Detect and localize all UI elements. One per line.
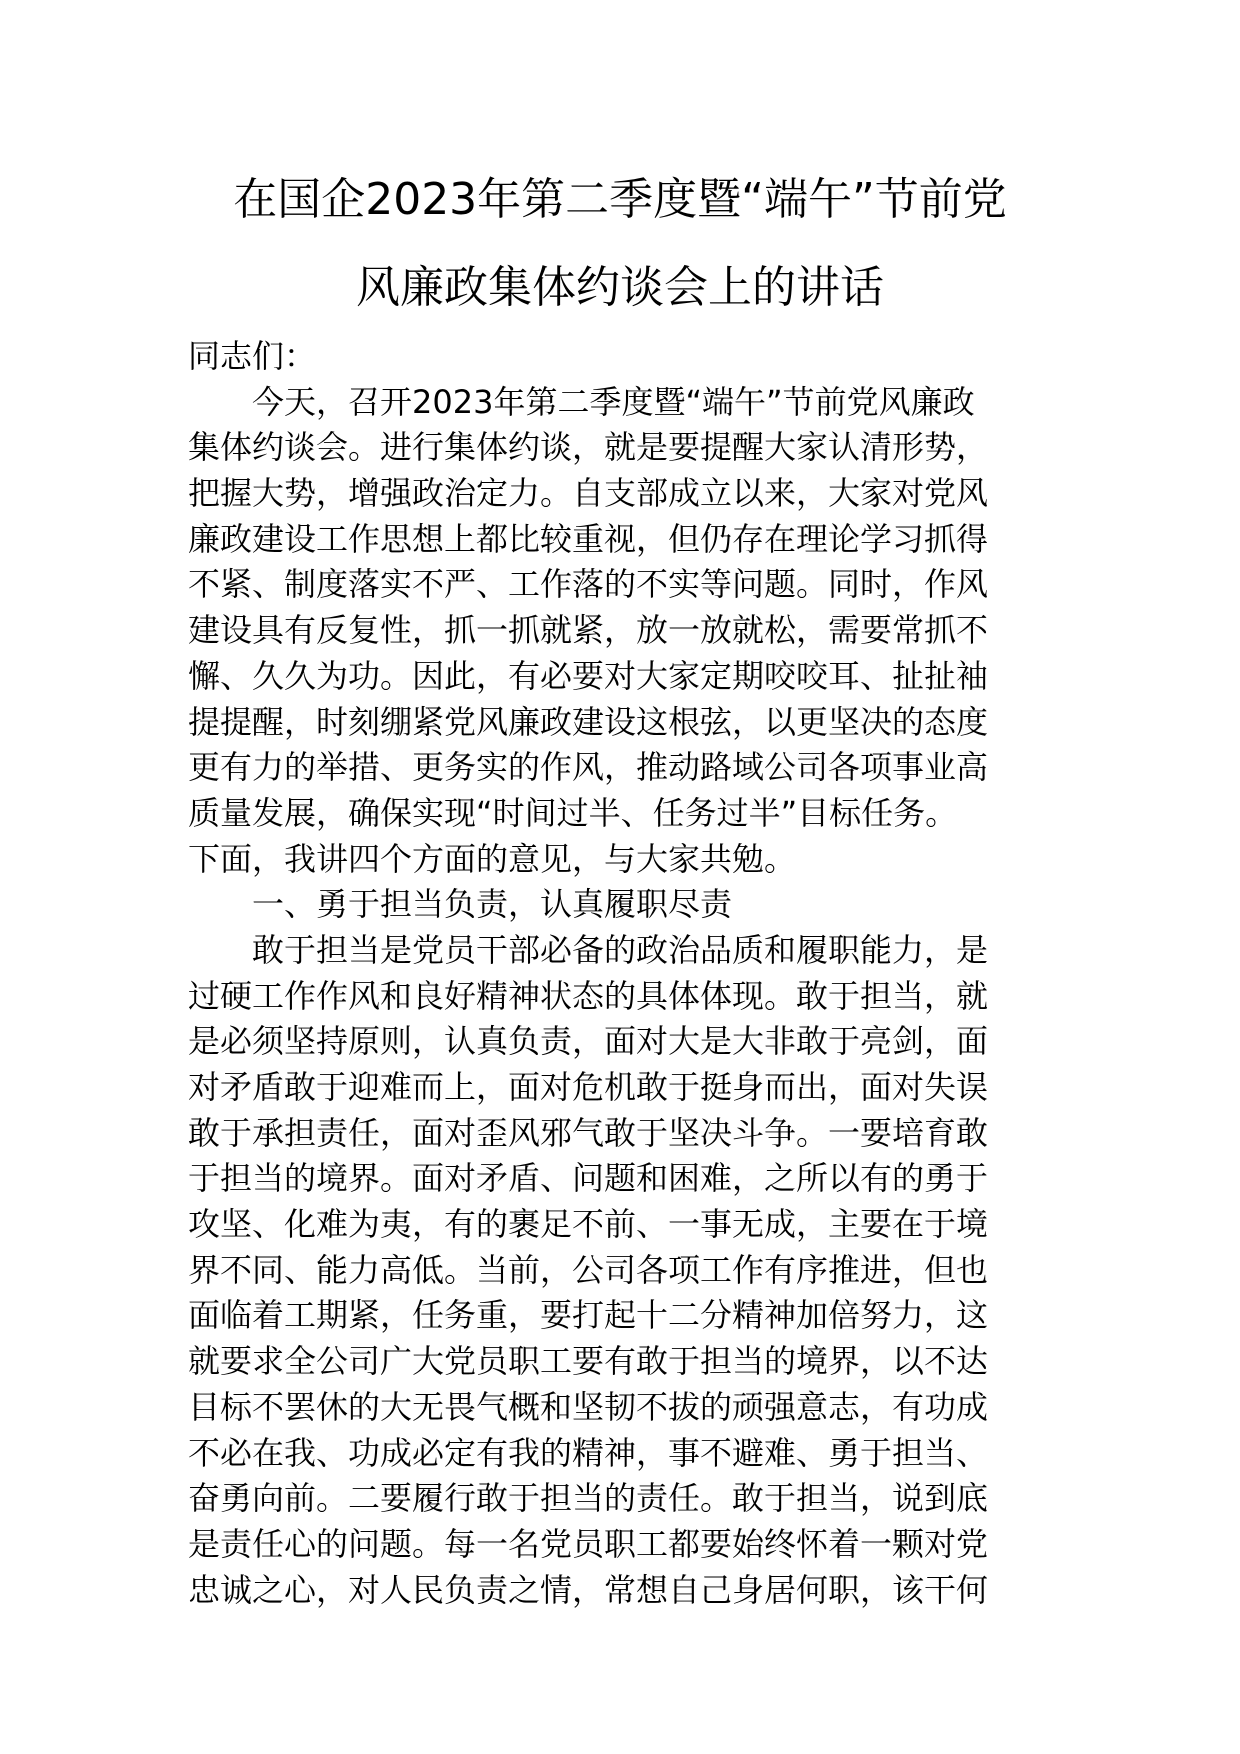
body-text-line: 界不同、能力高低。当前，公司各项工作有序推进，但也	[188, 1250, 989, 1289]
body-text-line: 把握大势，增强政治定力。自支部成立以来，大家对党风	[188, 474, 989, 513]
section-heading: 一、勇于担当负责，认真履职尽责	[252, 885, 733, 924]
body-text-line: 不必在我、功成必定有我的精神，事不避难、勇于担当、	[188, 1433, 989, 1472]
body-text-line: 下面，我讲四个方面的意见，与大家共勉。	[188, 839, 797, 878]
document-title-line-2: 风廉政集体约谈会上的讲话	[356, 262, 884, 313]
body-text-line: 攻坚、化难为夷，有的裹足不前、一事无成，主要在于境	[188, 1205, 989, 1244]
body-text-line: 面临着工期紧，任务重，要打起十二分精神加倍努力，这	[188, 1296, 989, 1335]
document-body	[188, 334, 1060, 1613]
body-text-line: 对矛盾敢于迎难而上，面对危机敢于挺身而出，面对失误	[188, 1068, 989, 1106]
salutation: 同志们：	[188, 337, 317, 375]
body-text-line: 敢于担当是党员干部必备的政治品质和履职能力，是	[252, 930, 989, 969]
body-text-line: 懈、久久为功。因此，有必要对大家定期咬咬耳、扯扯袖	[188, 656, 989, 695]
body-text-line: 奋勇向前。二要履行敢于担当的责任。敢于担当，说到底	[188, 1479, 989, 1518]
body-text-line: 不紧、制度落实不严、工作落的不实等问题。同时，作风	[188, 565, 989, 604]
body-text-line: 今天，召开2023年第二季度暨“端午”节前党风廉政	[252, 382, 975, 421]
body-text-line: 提提醒，时刻绷紧党风廉政建设这根弦，以更坚决的态度	[188, 702, 989, 741]
body-text-line: 是责任心的问题。每一名党员职工都要始终怀着一颗对党	[188, 1524, 989, 1563]
body-text-line: 廉政建设工作思想上都比较重视，但仍存在理论学习抓得	[188, 519, 989, 558]
body-text-line: 集体约谈会。进行集体约谈，就是要提醒大家认清形势，	[188, 428, 989, 467]
body-text-line: 就要求全公司广大党员职工要有敢于担当的境界，以不达	[188, 1342, 989, 1381]
body-text-line: 目标不罢休的大无畏气概和坚韧不拔的顽强意志，有功成	[188, 1387, 989, 1426]
body-text-line: 建设具有反复性，抓一抓就紧，放一放就松，需要常抓不	[188, 611, 989, 650]
body-text-line: 是必须坚持原则，认真负责，面对大是大非敢于亮剑，面	[188, 1022, 989, 1061]
body-text-line: 于担当的境界。面对矛盾、问题和困难，之所以有的勇于	[188, 1159, 989, 1198]
body-text-line: 敢于承担责任，面对歪风邪气敢于坚决斗争。一要培育敢	[188, 1113, 989, 1152]
body-text-line: 过硬工作作风和良好精神状态的具体体现。敢于担当，就	[188, 976, 989, 1015]
body-text-line: 更有力的举措、更务实的作风，推动路域公司各项事业高	[188, 748, 989, 787]
body-text-line: 质量发展，确保实现“时间过半、任务过半”目标任务。	[188, 793, 958, 832]
document-title-line-1: 在国企2023年第二季度暨“端午”节前党	[233, 174, 1007, 225]
body-text-line: 忠诚之心，对人民负责之情，常想自己身居何职，该干何	[188, 1570, 989, 1609]
